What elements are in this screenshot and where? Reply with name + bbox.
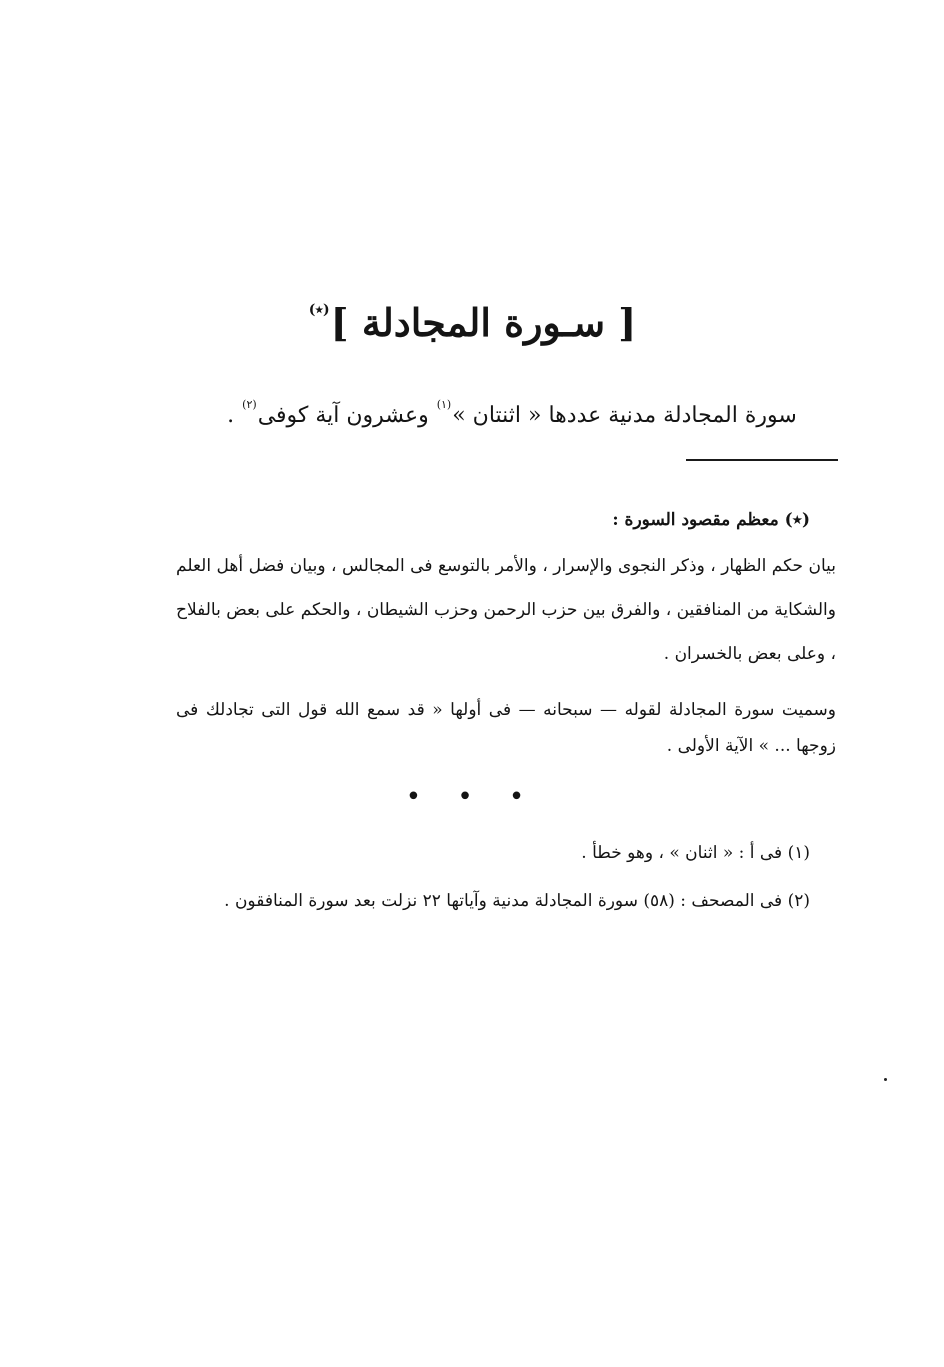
naming-paragraph: وسميت سورة المجادلة لقوله — سبحانه — فى أولها « قد سمع الله قول التى تجادلك فى زوجها ... » الآية الأولى . <box>176 700 836 756</box>
title-note-marker: (٭) <box>308 302 330 318</box>
section-divider <box>686 459 838 461</box>
note-heading: (٭) معظم مقصود السورة : <box>612 510 810 530</box>
subtitle-text-b: وعشرون آية كوفى <box>257 403 436 428</box>
footnote-1: (١) فى أ : « اثنان » ، وهو خطأ . <box>581 843 810 863</box>
footnote-ref-1: (١) <box>436 398 452 411</box>
surah-subtitle <box>0 398 944 428</box>
scan-speck <box>884 1078 887 1081</box>
footnote-ref-2: (٢) <box>242 398 257 411</box>
separator-dots: • • • <box>405 782 539 812</box>
subtitle-text-c: . <box>227 403 242 428</box>
surah-title-text: [ سـورة المجادلة ] <box>330 300 637 345</box>
surah-title <box>0 300 944 345</box>
subtitle-text-a: سورة المجادلة مدنية عددها « اثنتان » <box>452 403 797 428</box>
note-body: بيان حكم الظهار ، وذكر النجوى والإسرار ، والأمر بالتوسع فى المجالس ، وبيان فضل أهل العلم والشكاية من المنافقين ، والفرق بين حزب الرحمن وحزب الشيطان ، والحكم على بعض بالفلاح ، وعلى بعض بالخسران . <box>176 556 836 664</box>
footnote-2: (٢) فى المصحف : (٥٨) سورة المجادلة مدنية وآياتها ٢٢ نزلت بعد سورة المنافقون . <box>224 891 810 911</box>
